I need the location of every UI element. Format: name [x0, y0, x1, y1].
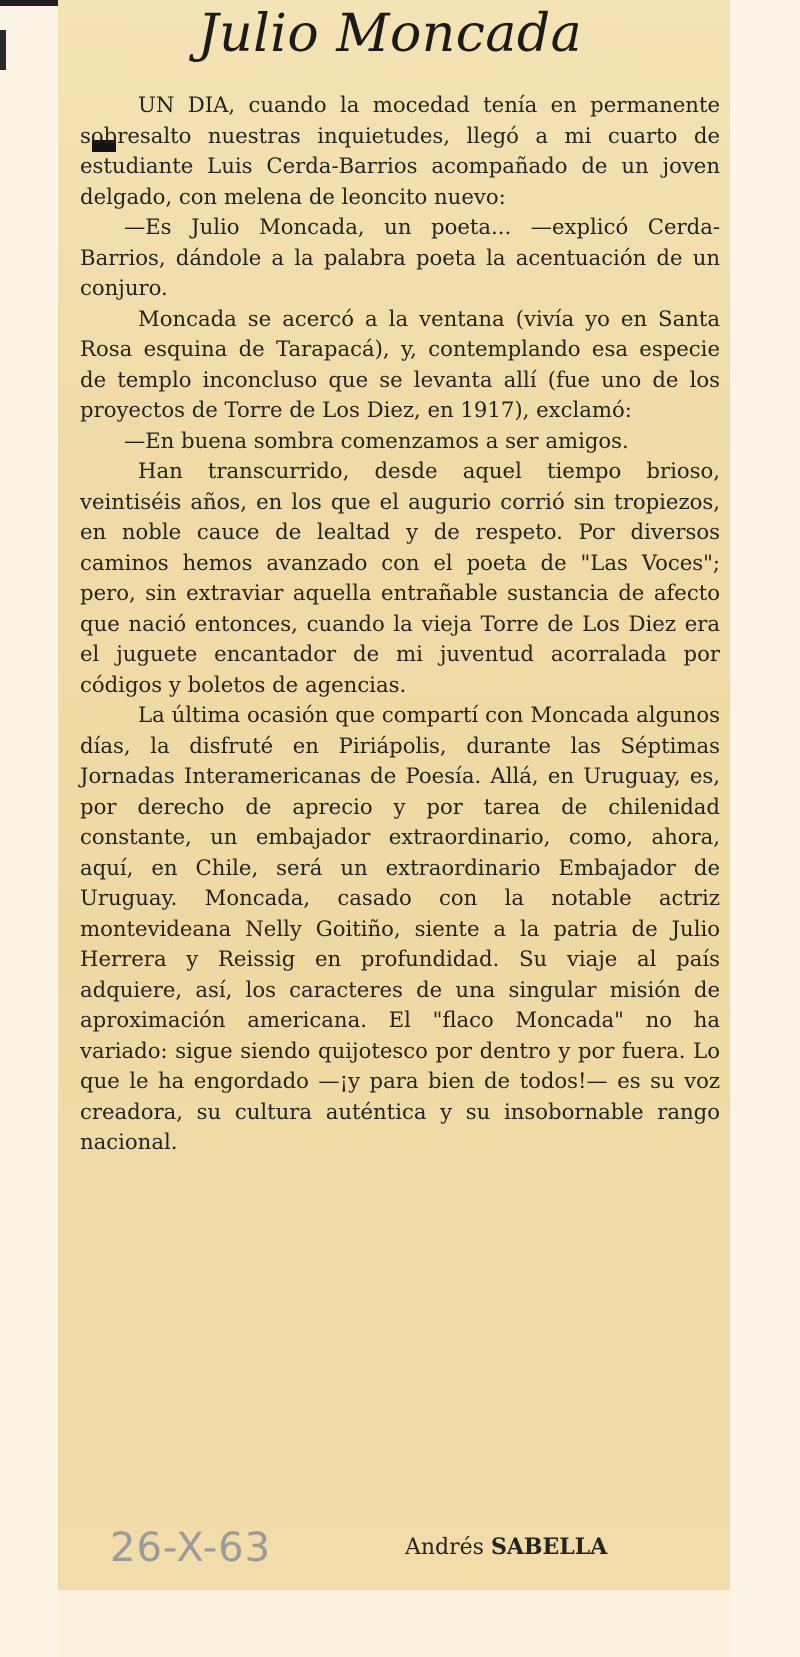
- article-paragraph: —En buena sombra comenzamos a ser amigos.: [124, 427, 629, 453]
- article-paragraph: La última ocasión que compartí con Moncada algunos días, la disfruté en Piriápolis, durante las Séptimas Jornadas Interamericanas de Poesía. Allá, en Uruguay, es, por derecho de aprecio y por tarea de chilenidad constante, un embajador extraordinario, como, ahora, aquí, en Chile, será un extraordinario Embajador de Uruguay. Moncada, casado con la notable actriz montevideana Nelly Goitiño, siente a la patria de Julio Herrera y Reissig en profundidad. Su viaje al país adquiere, así, los caracteres de una singular misión de aproximación americana. El "flaco Moncada" no ha variado: sigue siendo quijotesco por dentro y por fuera. Lo que le ha engordado —¡y para bien de todos!— es su voz creadora, su cultura auténtica y su insobornable rango nacional.: [80, 702, 720, 1154]
- handwritten-date: 26-X-63: [110, 1525, 272, 1571]
- page-margin-right: [730, 0, 800, 1657]
- article-paragraph: Moncada se acercó a la ventana (vivía yo en Santa Rosa esquina de Tarapacá), y, contemplando esa especie de templo inconcluso que se levanta allí (fue uno de los proyectos de Torre de Los Diez, en 1917), exclamó:: [80, 305, 720, 422]
- article-body: [80, 90, 720, 1158]
- page-margin-left: [0, 0, 58, 1657]
- article-headline: Julio Moncada: [197, 4, 583, 64]
- article-paragraph: —Es Julio Moncada, un poeta... —explicó Cerda-Barrios, dándole a la palabra poeta la acentuación de un conjuro.: [80, 214, 720, 300]
- article-paragraph: UN DIA, cuando la mocedad tenía en permanente sobresalto nuestras inquietudes, llegó a mi cuarto de estudiante Luis Cerda-Barrios acompañado de un joven delgado, con melena de leoncito nuevo:: [80, 92, 720, 209]
- article-paragraph: Han transcurrido, desde aquel tiempo brioso, veintiséis años, en los que el augurio corrió sin tropiezos, en noble cauce de lealtad y de respeto. Por diversos caminos hemos avanzado con el poeta de "Las Voces"; pero, sin extraviar aquella entrañable sustancia de afecto que nació entonces, cuando la vieja Torre de Los Diez era el juguete encantador de mi juventud acorralada por códigos y boletos de agencias.: [80, 458, 720, 697]
- author-signature: [405, 1534, 607, 1560]
- author-given-name: Andrés: [405, 1535, 484, 1560]
- author-surname: SABELLA: [490, 1534, 608, 1560]
- scan-shadow: [0, 30, 6, 70]
